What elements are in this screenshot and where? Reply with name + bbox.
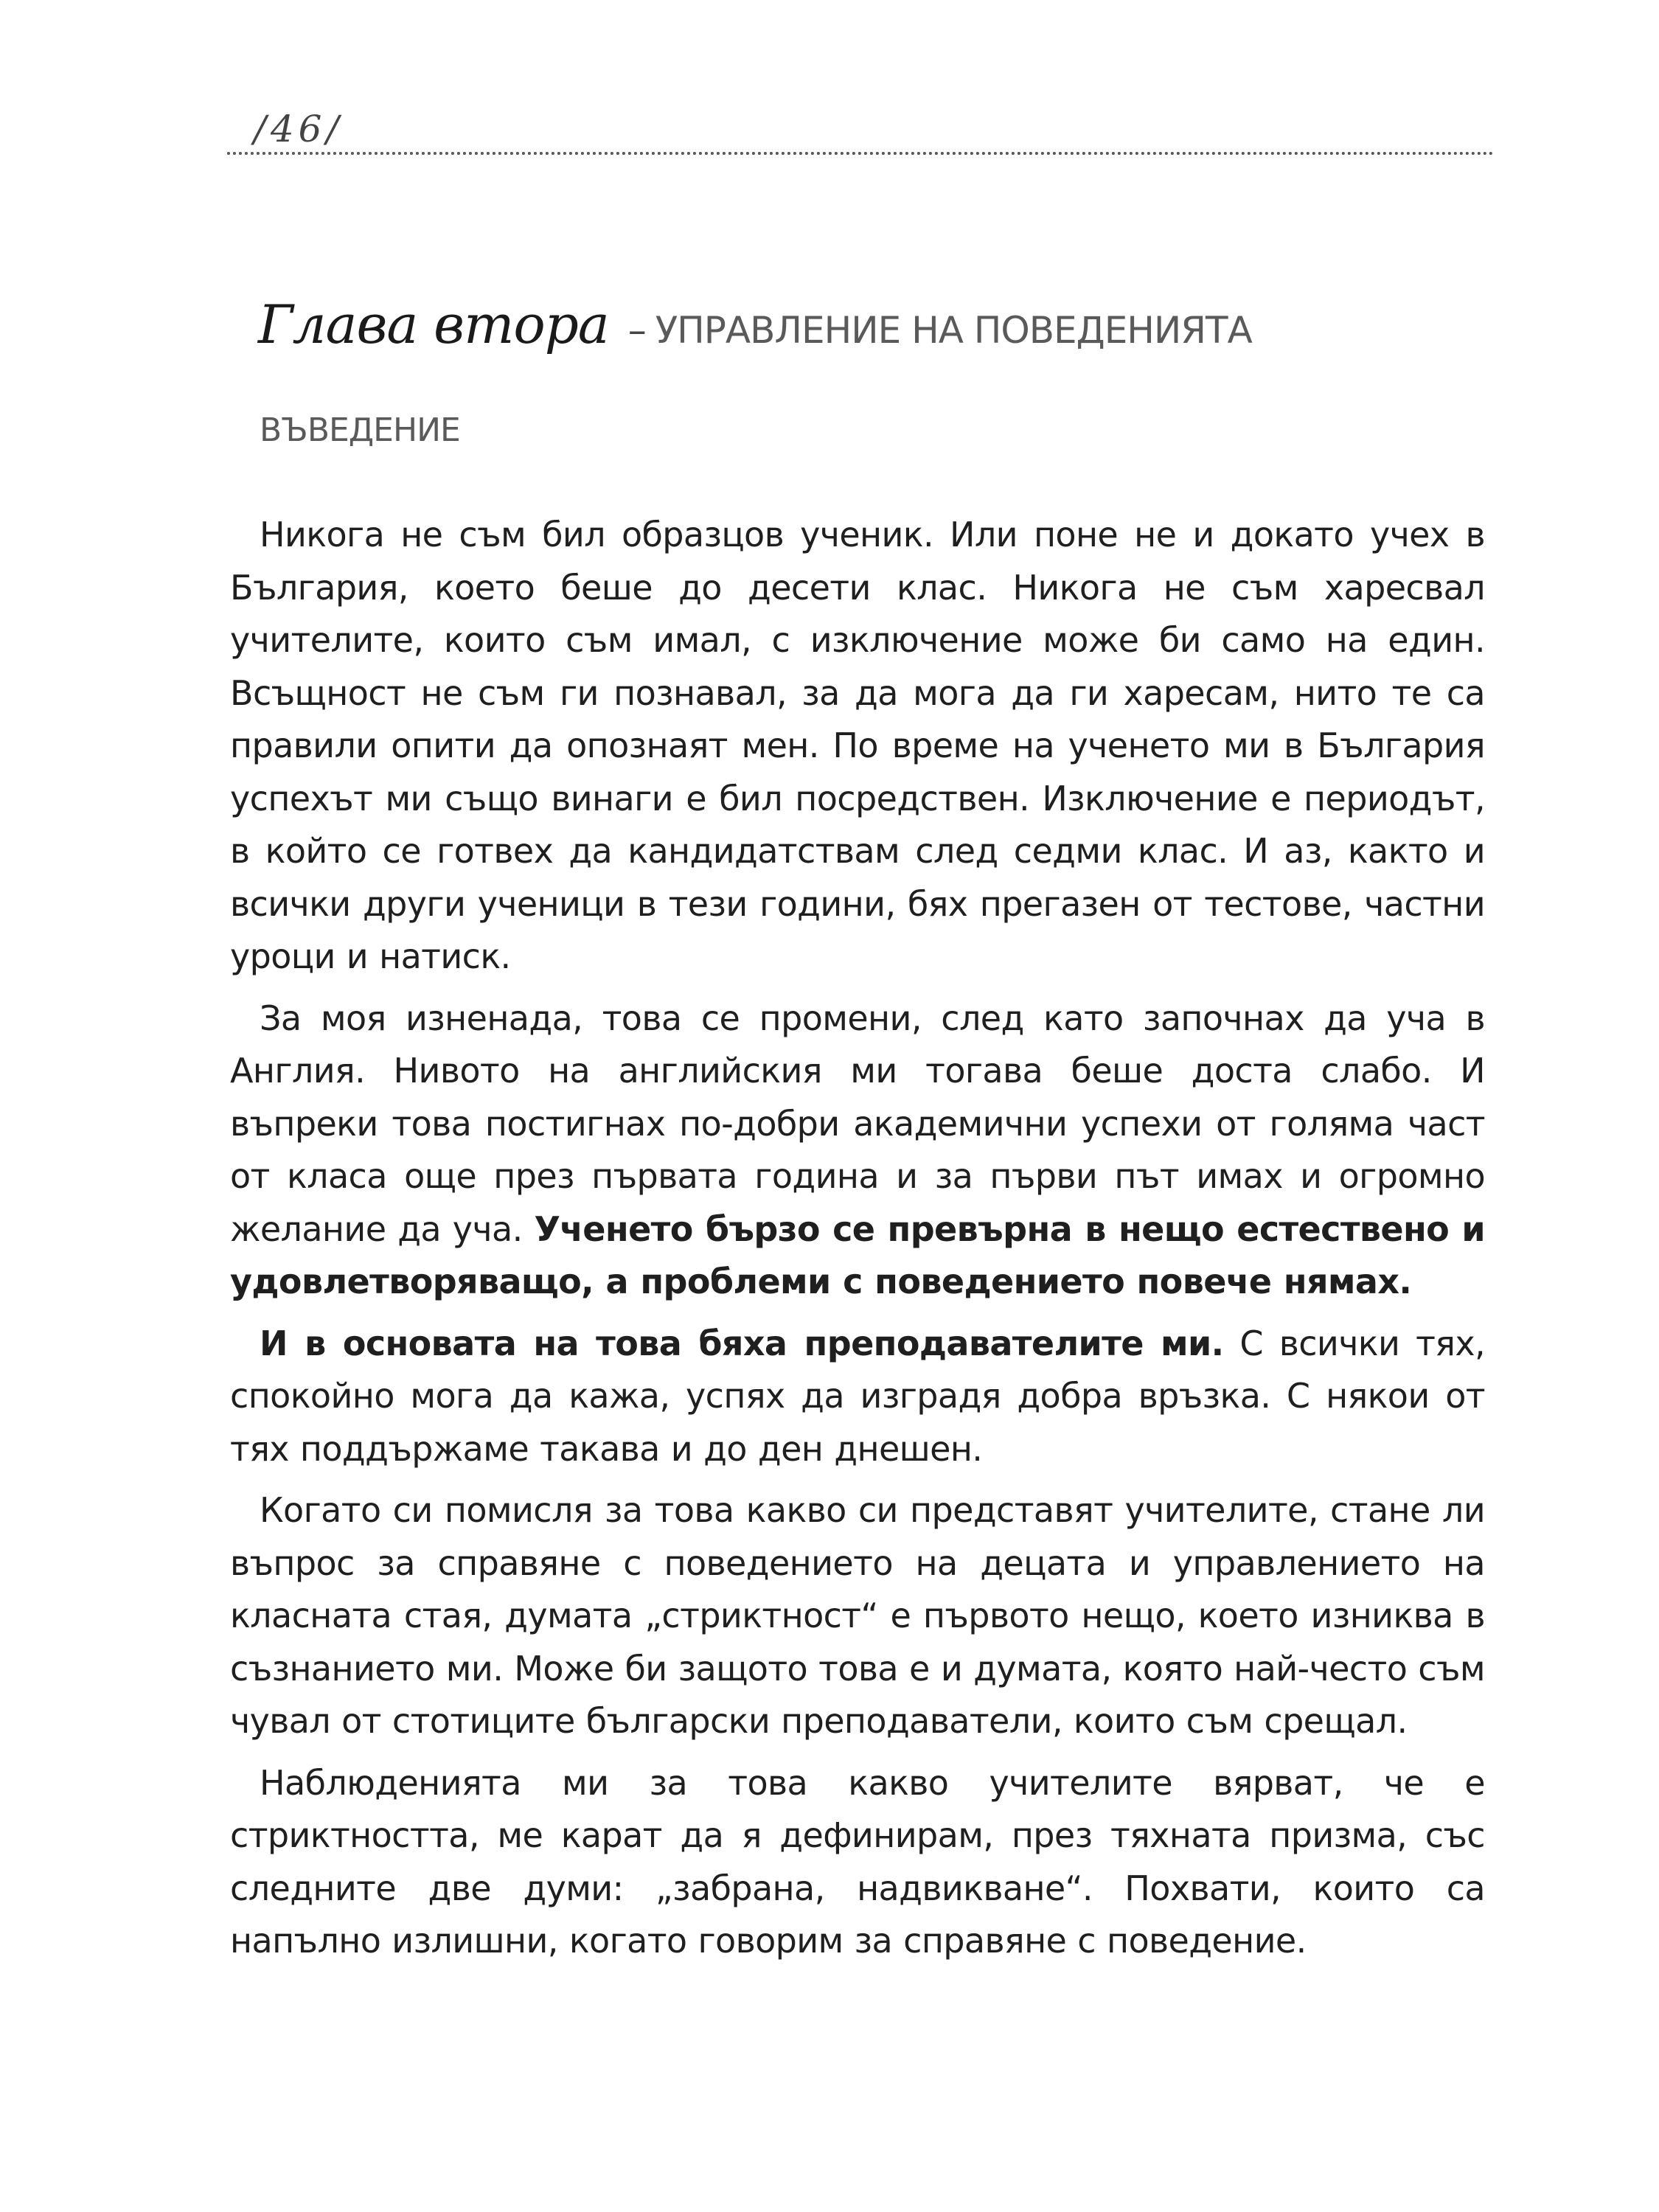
page-number: /46/ [254,108,344,150]
chapter-label: Глава втора [258,293,609,355]
paragraph-3 [230,1318,1485,1476]
paragraph-4 [230,1484,1485,1748]
body-text [230,509,1485,1968]
section-heading: ВЪВЕДЕНИЕ [260,411,460,449]
paragraph-4-text: Когато си помисля за това какво си представят учителите, стане ли въпрос за справяне с поведението на децата и управлението на класната стая, думата „стриктност“ е първото нещо, което изниква в съзнанието ми. Може би защото това е и думата, която най-често съм чувал от стотиците български преподаватели, които съм срещал. [230,1490,1485,1741]
paragraph-5 [230,1757,1485,1968]
paragraph-3-text: С всички тях, спокойно мога да кажа, успях да изградя добра връзка. С някои от тях поддържаме такава и до ден днешен. [230,1323,1485,1469]
chapter-heading [258,293,1252,355]
paragraph-2-text: За моя изненада, това се промени, след като започнах да уча в Англия. Нивото на английския ми тогава беше доста слабо. И въпреки това постигнах по-добри академични успехи от голяма част от класа още през първата година и за първи път имах и огромно желание да уча. [230,998,1485,1249]
paragraph-5-text: Наблюденията ми за това какво учителите вярват, че е стриктността, ме карат да я дефинирам, през тяхната призма, със следните две думи: „забрана, надвикване“. Похвати, които са напълно излишни, когато говорим за справяне с поведение. [230,1762,1485,1961]
paragraph-2-bold: Ученето бързо се превърна в нещо естествено и удовлетворяващо, а проблеми с поведението повече нямах. [230,1208,1485,1301]
header-dotted-rule [227,152,1494,155]
paragraph-2 [230,992,1485,1309]
chapter-dash: – [627,309,647,352]
paragraph-3-bold: И в основата на това бяха преподавателите ми. [260,1323,1224,1363]
paragraph-1 [230,509,1485,984]
chapter-title: УПРАВЛЕНИЕ НА ПОВЕДЕНИЯТА [655,309,1252,352]
paragraph-1-text: Никога не съм бил образцов ученик. Или поне не и докато учех в България, което беше до десети клас. Никога не съм харесвал учителите, които съм имал, с изключение може би само на един. Всъщност не съм ги познавал, за да мога да ги харесам, нито те са правили опити да опознаят мен. По време на ученето ми в България успехът ми също винаги е бил посредствен. Изключение е периодът, в който се готвех да кандидатствам след седми клас. И аз, както и всички други ученици в тези години, бях прегазен от тестове, частни уроци и натиск. [230,515,1485,976]
